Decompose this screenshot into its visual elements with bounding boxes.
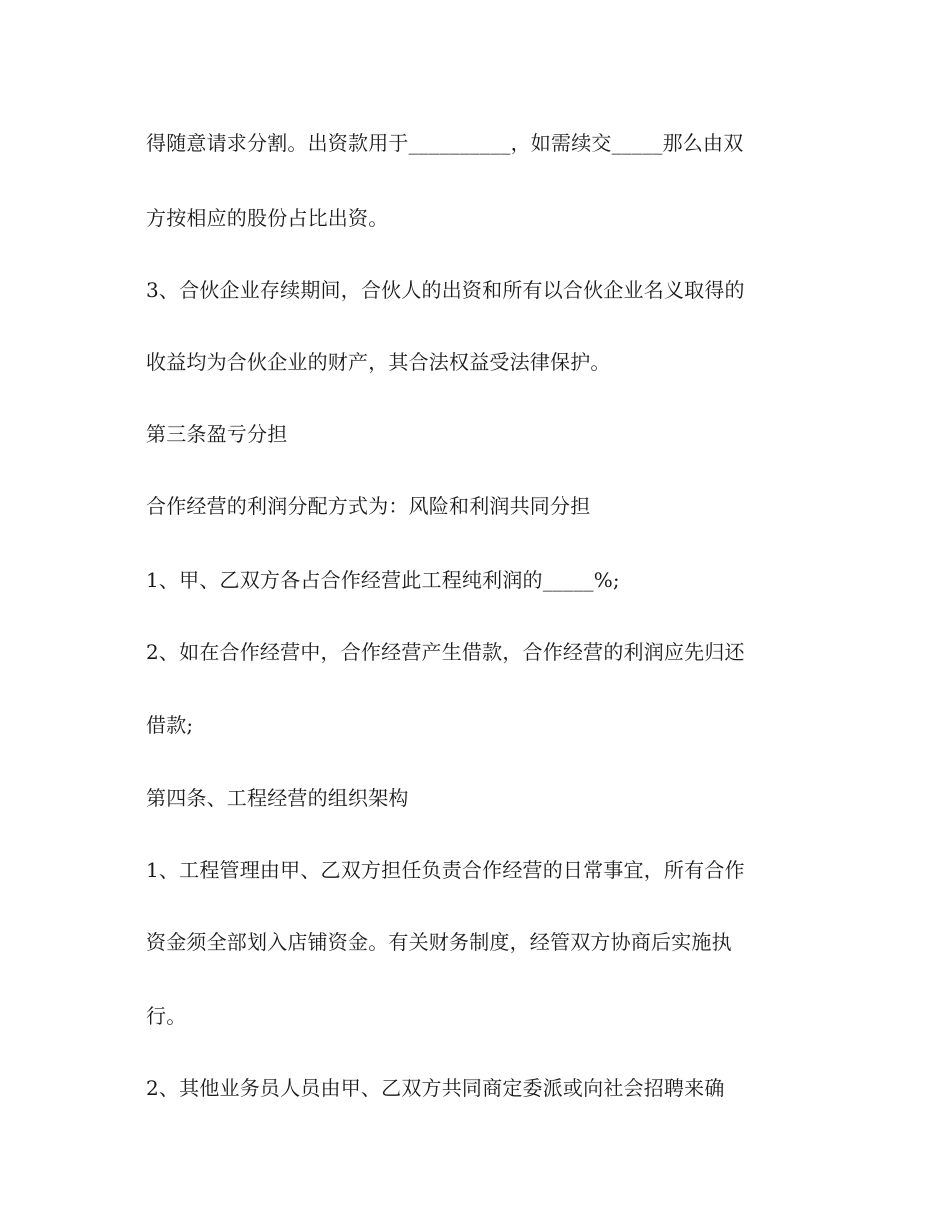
section-heading: 第四条、工程经营的组织架构 <box>146 786 409 810</box>
text-line: 方按相应的股份占比出资。 <box>146 206 389 230</box>
text-line: 1、甲、乙双方各占合作经营此工程纯利润的_____%; <box>146 568 620 592</box>
text-line: 借款; <box>146 713 194 737</box>
text-line: 得随意请求分割。出资款用于__________，如需续交_____那么由双 <box>146 131 744 155</box>
text-line: 收益均为合伙企业的财产，其合法权益受法律保护。 <box>146 350 611 374</box>
text-line: 2、其他业务员人员由甲、乙双方共同商定委派或向社会招聘来确 <box>146 1076 725 1100</box>
text-line: 1、工程管理由甲、乙双方担任负责合作经营的日常事宜，所有合作 <box>146 858 745 882</box>
text-line: 3、合伙企业存续期间，合伙人的出资和所有以合伙企业名义取得的 <box>146 278 745 302</box>
text-line: 合作经营的利润分配方式为：风险和利润共同分担 <box>146 494 591 518</box>
text-line: 行。 <box>146 1004 187 1028</box>
section-heading: 第三条盈亏分担 <box>146 422 288 446</box>
text-line: 2、如在合作经营中，合作经营产生借款，合作经营的利润应先归还 <box>146 640 745 664</box>
text-line: 资金须全部划入店铺资金。有关财务制度，经管双方协商后实施执 <box>146 930 732 954</box>
